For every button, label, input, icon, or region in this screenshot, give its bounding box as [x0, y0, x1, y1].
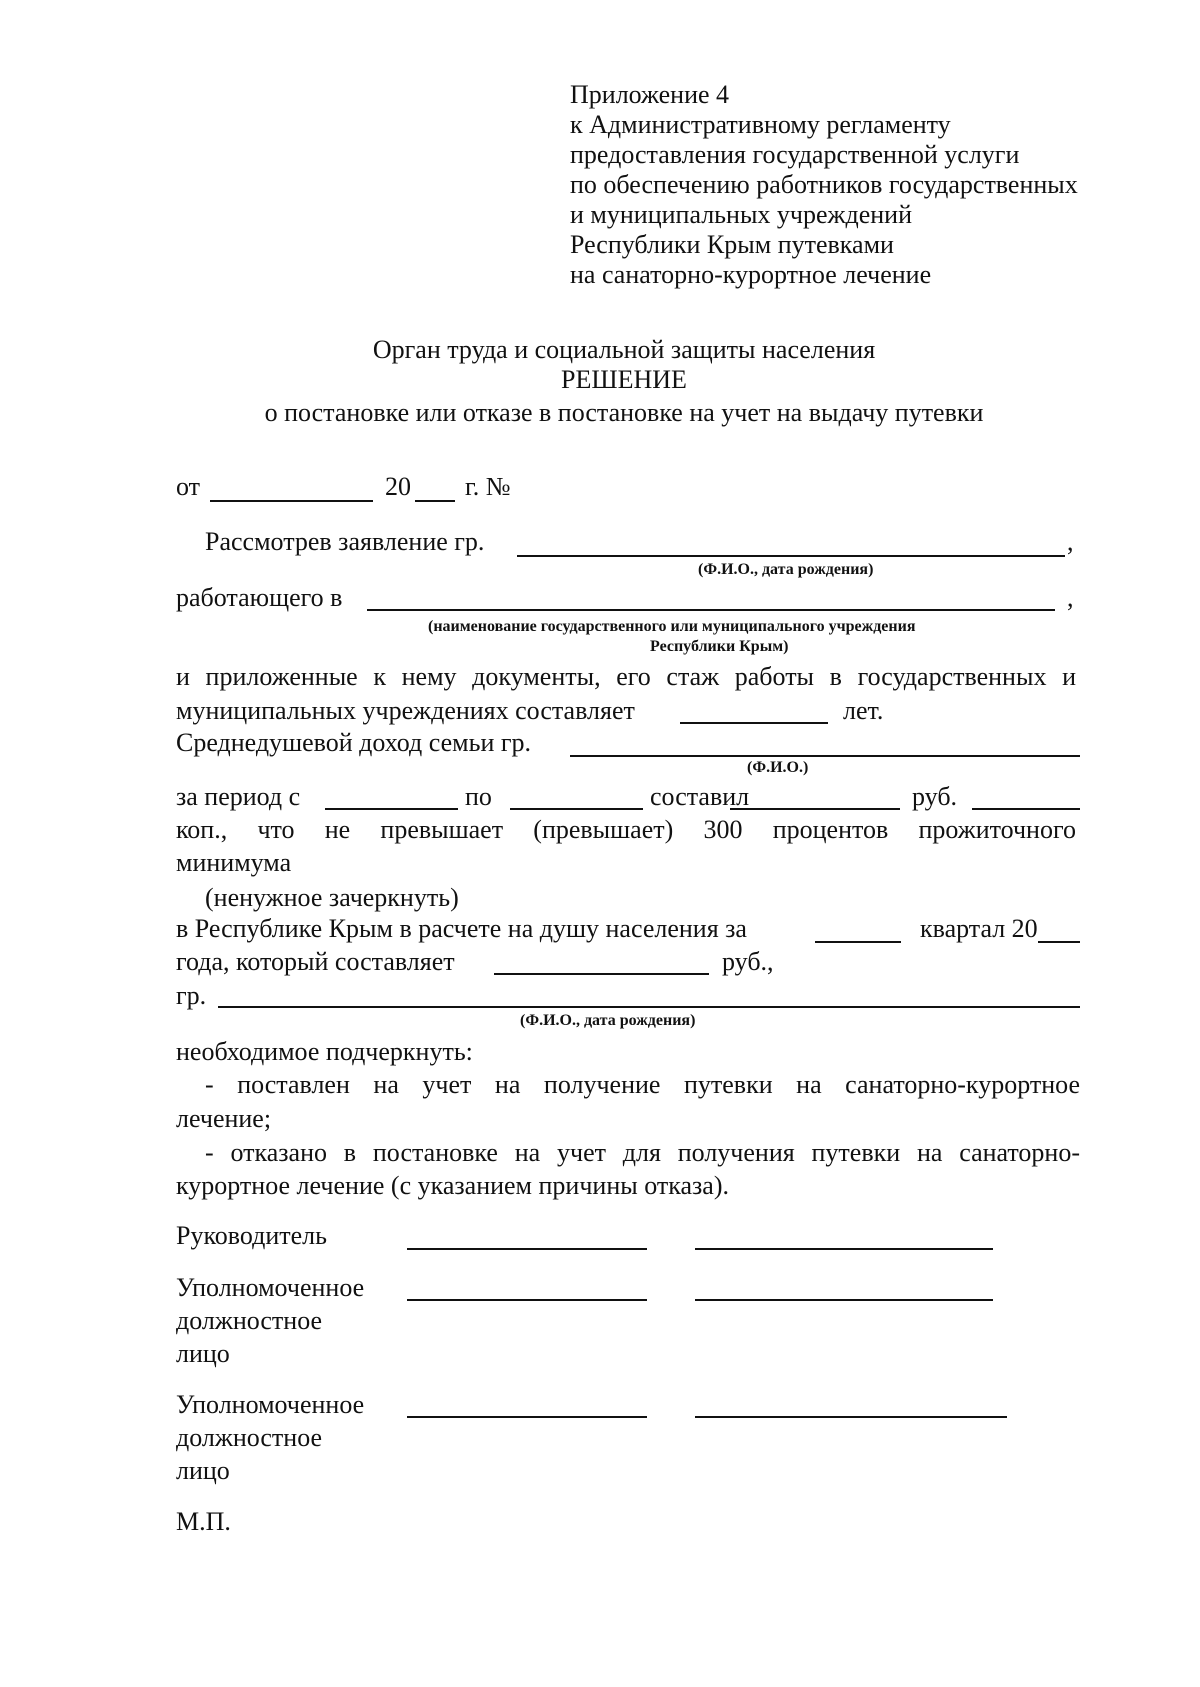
period-to-field[interactable] — [510, 808, 643, 810]
minimum-label: минимума — [176, 848, 292, 877]
option-registered-2: лечение; — [176, 1104, 272, 1133]
official-1-label-3: лицо — [176, 1339, 230, 1368]
note-fio: (Ф.И.О.) — [747, 759, 809, 776]
subsistence-amount-field[interactable] — [494, 973, 709, 975]
quarter-label: квартал 20 — [920, 914, 1038, 943]
working-in-label: работающего в — [176, 583, 343, 612]
rub-label: руб. — [912, 782, 958, 811]
official-1-signature-field[interactable] — [407, 1299, 647, 1301]
option-registered: - поставлен на учет на получение путевки на санаторно-курортное — [205, 1070, 1080, 1099]
note-fio-birth: (Ф.И.О., дата рождения) — [698, 561, 874, 578]
option-refused-2: курортное лечение (с указанием причины отказа). — [176, 1171, 729, 1200]
gr-label: гр. — [176, 981, 207, 1010]
note-institution: (наименование государственного или муниципального учреждения — [428, 618, 916, 635]
period-from-field[interactable] — [325, 808, 458, 810]
citizen-field[interactable] — [218, 1006, 1080, 1008]
underline-needed-label: необходимое подчеркнуть: — [176, 1037, 473, 1066]
experience-line: и приложенные к нему документы, его стаж работы в государственных и — [176, 662, 1076, 691]
official-1-label: Уполномоченное — [176, 1273, 365, 1302]
considered-label: Рассмотрев заявление гр. — [205, 527, 485, 556]
official-1-name-field[interactable] — [695, 1299, 993, 1301]
official-2-name-field[interactable] — [695, 1416, 1007, 1418]
appendix-line: предоставления государственной услуги — [570, 140, 1020, 169]
organization-name: Орган труда и социальной защиты населения — [372, 335, 876, 364]
appendix-line: и муниципальных учреждений — [570, 200, 913, 229]
rub-label-2: руб., — [722, 947, 774, 976]
experience-line-2: муниципальных учреждениях составляет — [176, 696, 635, 725]
amounted-label: составил — [650, 782, 750, 811]
official-2-signature-field[interactable] — [407, 1416, 647, 1418]
head-name-field[interactable] — [695, 1248, 993, 1250]
head-signature-field[interactable] — [407, 1248, 647, 1250]
period-to-label: по — [465, 782, 492, 811]
period-from-label: за период с — [176, 782, 301, 811]
quarter-field[interactable] — [815, 941, 901, 943]
date-field[interactable] — [210, 500, 373, 502]
comma: , — [1067, 527, 1074, 556]
note-institution-2: Республики Крым) — [650, 638, 789, 655]
year-field[interactable] — [415, 500, 455, 502]
note-fio-birth-2: (Ф.И.О., дата рождения) — [520, 1012, 696, 1029]
appendix-line: Республики Крым путевками — [570, 230, 894, 259]
head-label: Руководитель — [176, 1221, 327, 1250]
appendix-title: Приложение 4 — [570, 80, 730, 109]
experience-years-field[interactable] — [680, 722, 828, 724]
republic-line: в Республике Крым в расчете на душу населения за — [176, 914, 747, 943]
option-refused: - отказано в постановке на учет для получения путевки на санаторно- — [205, 1138, 1080, 1167]
appendix-line: к Административному регламенту — [570, 110, 951, 139]
number-label: г. № — [465, 472, 511, 501]
official-2-label-3: лицо — [176, 1456, 230, 1485]
amount-rub-field[interactable] — [730, 808, 900, 810]
cross-out-note: (ненужное зачеркнуть) — [205, 883, 459, 912]
institution-field[interactable] — [367, 609, 1055, 611]
date-from-label: от — [176, 472, 201, 501]
years-label: лет. — [843, 696, 884, 725]
applicant-field[interactable] — [517, 555, 1065, 557]
kop-line: коп., что не превышает (превышает) 300 процентов прожиточного — [176, 815, 1076, 844]
family-member-field[interactable] — [570, 755, 1080, 757]
year-line: года, который составляет — [176, 947, 455, 976]
official-1-label-2: должностное — [176, 1306, 323, 1335]
document-subtitle: о постановке или отказе в постановке на учет на выдачу путевки — [264, 398, 984, 427]
comma: , — [1067, 583, 1074, 612]
official-2-label-2: должностное — [176, 1423, 323, 1452]
appendix-line: по обеспечению работников государственных — [570, 170, 1078, 199]
appendix-line: на санаторно-курортное лечение — [570, 260, 932, 289]
quarter-year-field[interactable] — [1038, 941, 1080, 943]
stamp-label: М.П. — [176, 1507, 231, 1536]
avg-income-label: Среднедушевой доход семьи гр. — [176, 728, 532, 757]
year-prefix: 20 — [385, 472, 411, 501]
amount-kop-field[interactable] — [972, 808, 1080, 810]
official-2-label: Уполномоченное — [176, 1390, 365, 1419]
document-title: РЕШЕНИЕ — [561, 365, 687, 394]
